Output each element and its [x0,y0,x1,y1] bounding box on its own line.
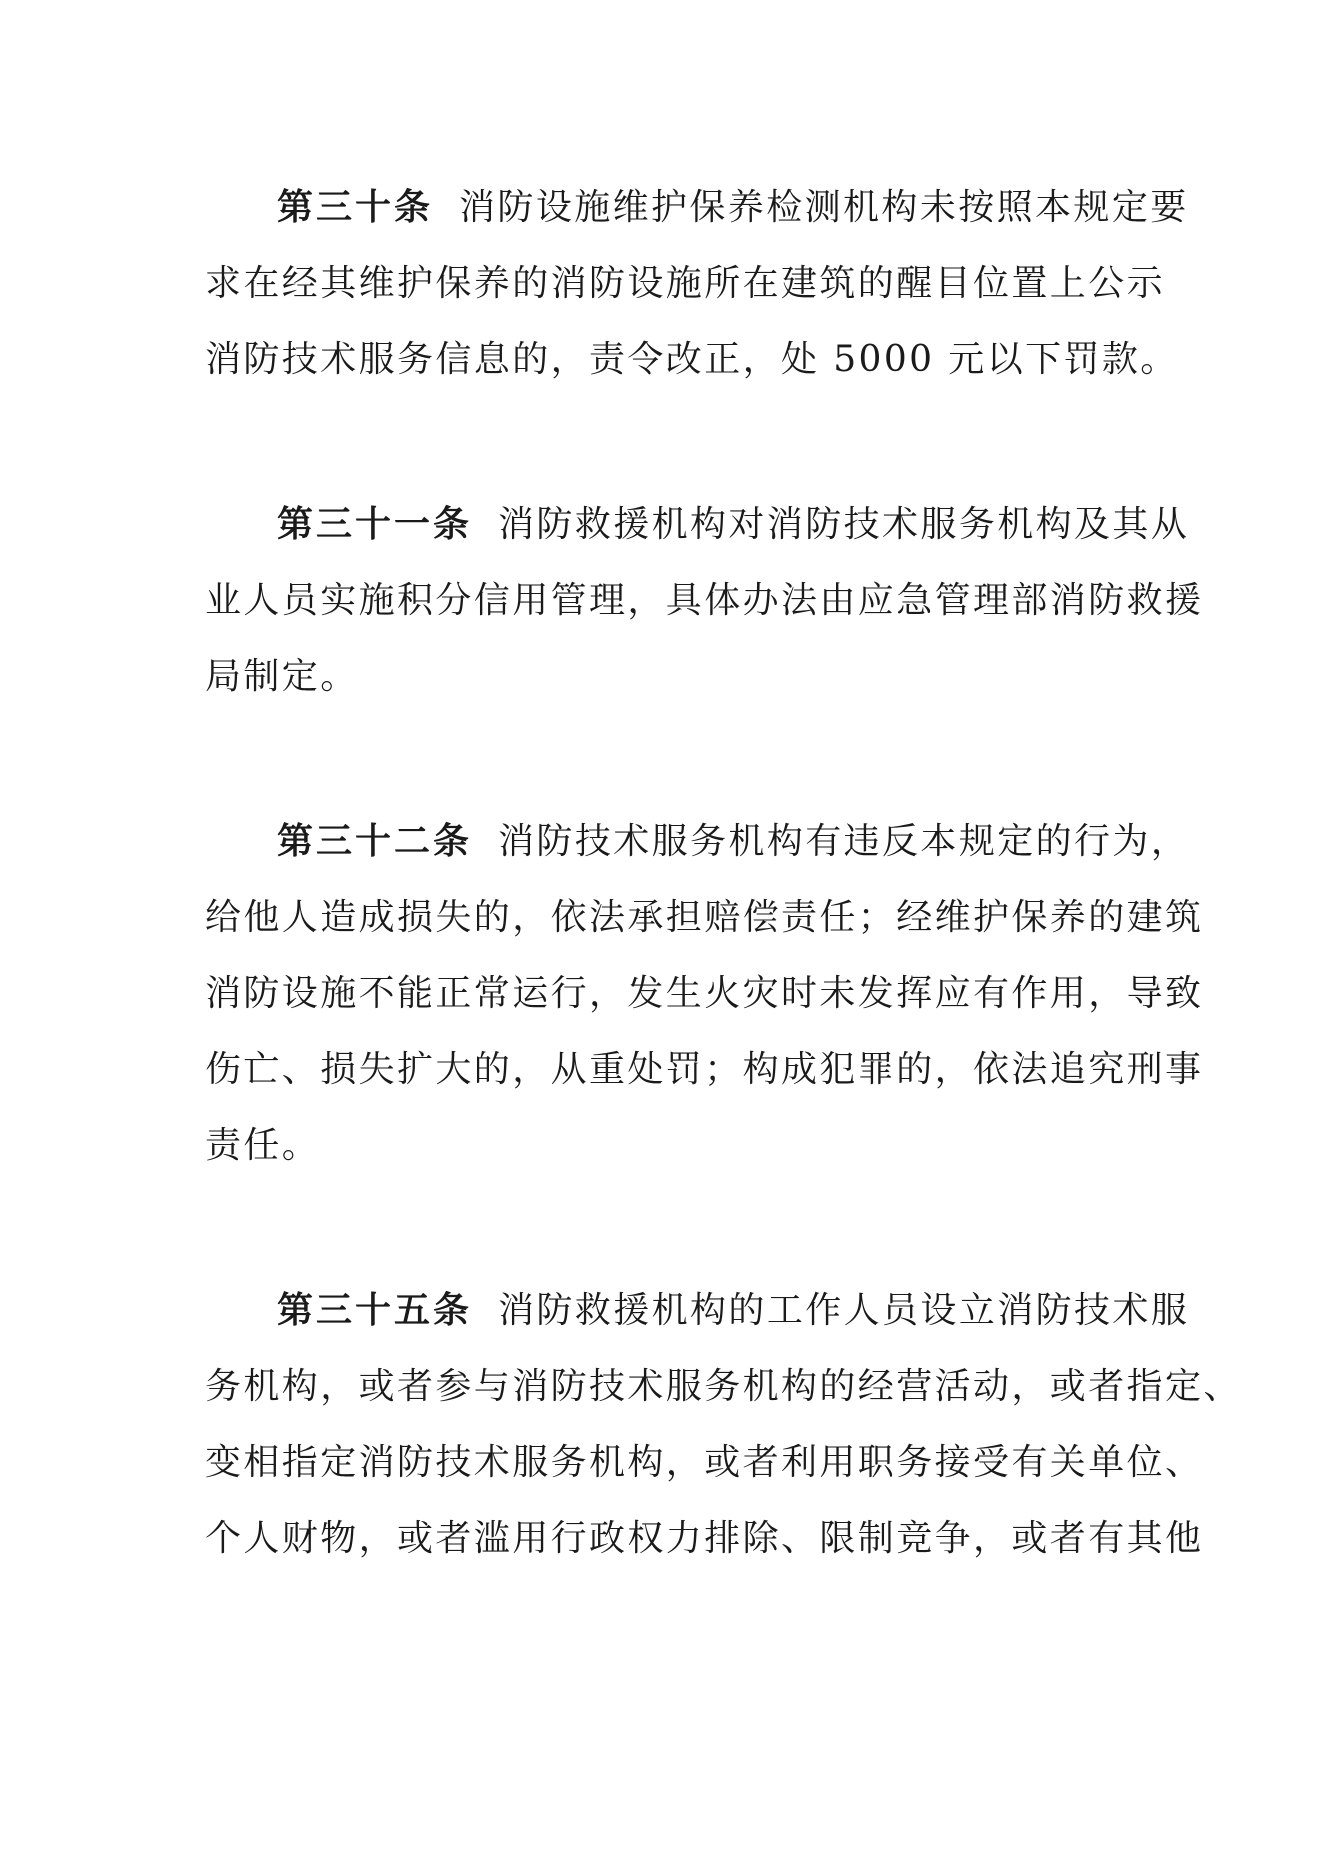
article-line: 局制定。 [205,656,359,697]
article-first-line [277,1281,1189,1341]
article-first-line [277,812,1189,872]
article-line: 给他人造成损失的，依法承担赔偿责任；经维护保养的建筑 [205,897,1204,938]
article-line: 伤亡、损失扩大的，从重处罚；构成犯罪的，依法追究刑事 [205,1049,1204,1090]
article-first-line [277,495,1189,555]
article-heading: 第三十五条 [277,1290,473,1331]
article-line: 消防设施不能正常运行，发生火灾时未发挥应有作用，导致 [205,973,1204,1014]
article-text: 消防技术服务机构有违反本规定的行为， [498,821,1190,862]
article-line: 求在经其维护保养的消防设施所在建筑的醒目位置上公示 [205,263,1166,304]
article-heading: 第三十一条 [277,504,473,545]
article-line: 变相指定消防技术服务机构，或者利用职务接受有关单位、 [205,1442,1204,1483]
article-line: 消防技术服务信息的，责令改正，处 5000 元以下罚款。 [205,339,1179,380]
article-text: 消防救援机构的工作人员设立消防技术服 [498,1290,1190,1331]
article-text: 消防设施维护保养检测机构未按照本规定要 [459,187,1189,228]
article-heading: 第三十二条 [277,821,473,862]
article-first-line [277,178,1189,238]
article-line: 个人财物，或者滥用行政权力排除、限制竞争，或者有其他 [205,1518,1204,1559]
article-line: 务机构，或者参与消防技术服务机构的经营活动，或者指定、 [205,1366,1242,1407]
article-text: 消防救援机构对消防技术服务机构及其从 [498,504,1190,545]
article-line: 业人员实施积分信用管理，具体办法由应急管理部消防救援 [205,580,1204,621]
article-line: 责任。 [205,1125,321,1166]
article-heading: 第三十条 [277,187,434,228]
